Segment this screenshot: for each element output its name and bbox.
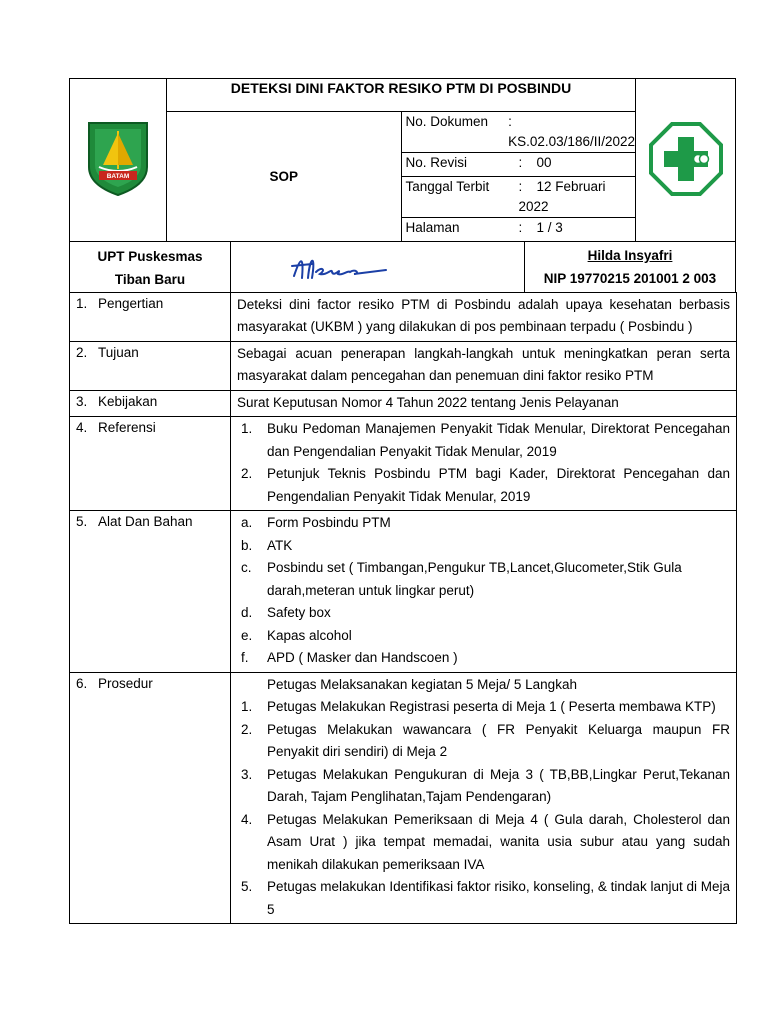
- organization-line-2: Tiban Baru: [114, 272, 186, 287]
- section-number: 5.: [76, 514, 88, 529]
- list-item: [237, 809, 730, 877]
- info-value-revision: 00: [536, 155, 552, 170]
- row-pengertian: [70, 292, 737, 341]
- list-marker: a.: [241, 515, 253, 530]
- city-logo-cell: [70, 79, 167, 242]
- list-marker: f.: [241, 650, 249, 665]
- list-text: Kapas alcohol: [267, 627, 352, 643]
- section-number: 4.: [76, 420, 88, 435]
- signature-text: Hilda: [286, 248, 289, 249]
- list-text: Safety box: [267, 605, 331, 620]
- info-label: No. Revisi: [405, 155, 468, 170]
- row-alat-dan-bahan: [70, 511, 737, 673]
- list-text: ATK: [267, 537, 293, 553]
- kebijakan-text: Surat Keputusan Nomor 4 Tahun 2022 tentang Jenis Pelayanan: [237, 394, 619, 410]
- info-row-3: [401, 218, 636, 242]
- info-label: Tanggal Terbit: [405, 179, 490, 194]
- list-item: [237, 764, 730, 809]
- sign-table: [69, 242, 736, 293]
- list-text: Petugas Melakukan Pengukuran di Meja 3 ( TB,BB,Lingkar Perut,Tekanan Darah, Tajam Penglihatan,Tajam Pendengaran): [267, 766, 730, 804]
- organization-line-1: UPT Puskesmas: [97, 249, 203, 264]
- section-label: Prosedur: [98, 675, 153, 691]
- signer-cell: [525, 242, 736, 292]
- list-marker: b.: [241, 537, 253, 553]
- section-label: Tujuan: [98, 344, 139, 360]
- list-item: [237, 535, 730, 558]
- info-row-0: [401, 112, 636, 153]
- section-label: Pengertian: [98, 295, 164, 311]
- signer-name: Hilda Insyafri: [587, 248, 673, 263]
- section-number: 1.: [76, 295, 88, 311]
- info-value-issue-date: 12 Februari 2022: [518, 179, 606, 214]
- prosedur-intro: Petugas Melaksanakan kegiatan 5 Meja/ 5 Langkah: [267, 676, 577, 692]
- pengertian-text: Deteksi dini factor resiko PTM di Posbindu adalah upaya kesehatan berbasis masyarakat (UKBM ) yang dilakukan di pos pembinaan terpadu ( Posbindu ): [237, 296, 730, 334]
- sop-label: SOP: [167, 112, 402, 242]
- list-marker: 2.: [241, 721, 253, 737]
- list-marker: 1.: [241, 699, 253, 714]
- list-item: [237, 647, 730, 670]
- puskesmas-cross-icon: [648, 121, 724, 197]
- batam-city-emblem-icon: [85, 119, 151, 199]
- list-text: Form Posbindu PTM: [267, 515, 391, 530]
- signature-icon: [286, 248, 406, 288]
- list-item: [237, 625, 730, 648]
- list-text: Petugas Melakukan Registrasi peserta di Meja 1 ( Peserta membawa KTP): [267, 699, 716, 714]
- organization-cell: [70, 242, 231, 292]
- sop-document: [69, 78, 736, 924]
- list-marker: 3.: [241, 766, 253, 782]
- list-text: Posbindu set ( Timbangan,Pengukur TB,Lancet,Glucometer,Stik Gula darah,meteran untuk lingkar perut): [267, 560, 682, 598]
- section-number: 2.: [76, 344, 88, 360]
- list-marker: 2.: [241, 466, 253, 481]
- list-marker: d.: [241, 605, 253, 620]
- section-label: Alat Dan Bahan: [98, 514, 193, 529]
- emblem-label: BATAM: [106, 172, 130, 180]
- info-colon: :: [518, 155, 523, 170]
- section-number: 3.: [76, 393, 88, 409]
- signature-cell: [231, 242, 525, 292]
- list-item: [237, 557, 730, 602]
- info-label: Halaman: [405, 220, 460, 235]
- document-title: DETEKSI DINI FAKTOR RESIKO PTM DI POSBINDU: [167, 79, 636, 112]
- list-marker: 4.: [241, 811, 253, 827]
- list-marker: 1.: [241, 421, 253, 436]
- row-referensi: [70, 417, 737, 511]
- section-number: 6.: [76, 675, 88, 691]
- tujuan-text: Sebagai acuan penerapan langkah-langkah untuk meningkatkan peran serta masyarakat dalam pencegahan dan penemuan dini faktor resiko PTM: [237, 345, 730, 383]
- puskesmas-logo-cell: [636, 79, 736, 242]
- list-text: APD ( Masker dan Handscoen ): [267, 650, 458, 665]
- list-text: Petugas Melakukan wawancara ( FR Penyakit Keluarga maupun FR Penyakit diri sendiri) di Meja 2: [267, 721, 730, 759]
- section-label: Kebijakan: [98, 393, 158, 409]
- info-label: No. Dokumen: [405, 114, 489, 129]
- info-colon: :: [518, 179, 523, 194]
- list-marker: c.: [241, 560, 252, 575]
- list-marker: e.: [241, 627, 253, 643]
- list-item: [237, 696, 730, 719]
- list-text: Petugas melakukan Identifikasi faktor risiko, konseling, & tindak lanjut di Meja 5: [267, 879, 730, 917]
- info-row-1: [401, 153, 636, 177]
- row-kebijakan: [70, 390, 737, 417]
- content-table: [69, 292, 737, 925]
- list-text: Petugas Melakukan Pemeriksaan di Meja 4 ( Gula darah, Cholesterol dan Asam Urat ) jika tempat memadai, wanita usia subur atau yang sudah menikah dilakukan pemeriksaan IVA: [267, 811, 730, 872]
- list-item: [237, 719, 730, 764]
- list-text: Buku Pedoman Manajemen Penyakit Tidak Menular, Direktorat Pencegahan dan Pengendalian Penyakit Tidak Menular, 2019: [267, 421, 730, 459]
- row-tujuan: [70, 341, 737, 390]
- list-item: [237, 876, 730, 921]
- info-colon: :: [518, 220, 523, 235]
- list-item: [237, 602, 730, 625]
- signer-nip: NIP 19770215 201001 2 003: [543, 271, 717, 286]
- list-item: [237, 463, 730, 508]
- row-prosedur: [70, 672, 737, 924]
- info-row-2: [401, 177, 636, 218]
- header-table: [69, 78, 736, 242]
- section-label: Referensi: [98, 420, 156, 435]
- info-value-page: 1 / 3: [536, 220, 563, 235]
- info-colon: :: [508, 114, 512, 129]
- info-value-document-number: KS.02.03/186/II/2022: [508, 134, 635, 149]
- list-item: [237, 512, 730, 535]
- list-text: Petunjuk Teknis Posbindu PTM bagi Kader, Direktorat Pencegahan dan Pengendalian Penyakit Tidak Menular, 2019: [267, 466, 730, 504]
- list-item: [237, 418, 730, 463]
- list-marker: 5.: [241, 879, 253, 894]
